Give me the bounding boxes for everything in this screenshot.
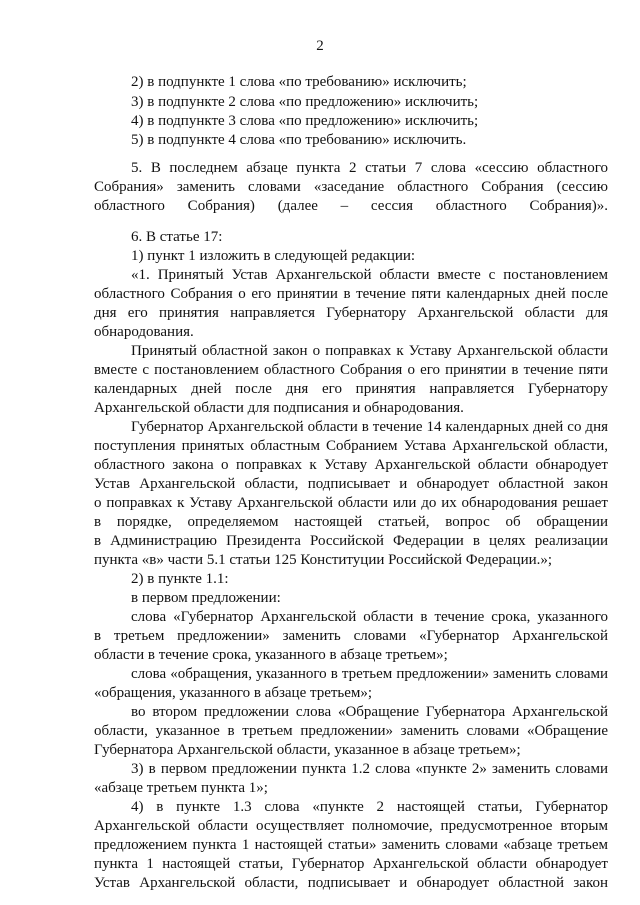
text-line: слова «обращения, указанного в третьем предложении» заменить словами [131, 666, 608, 682]
text-line: 5) в подпункте 4 слова «по требованию» исключить. [131, 132, 467, 148]
text-line: пункта 1 настоящей статьи, Губернатор Архангельской области обнародует [94, 856, 608, 872]
text-line: 3) в первом предложении пункта 1.2 слова «пункте 2» заменить словами [131, 761, 608, 777]
text-line: во втором предложении слова «Обращение Губернатора Архангельской [131, 704, 608, 720]
text-line: 4) в пункте 1.3 слова «пункте 2 настоящей статьи, Губернатор [131, 799, 608, 815]
text-line: поступления принятых областным Собранием Устава Архангельской области, [94, 438, 608, 454]
text-line: «1. Принятый Устав Архангельской области вместе с постановлением [131, 267, 608, 283]
text-line: Устав Архангельской области, подписывает и обнародует областной закон [94, 875, 608, 891]
text-line: Архангельской области осуществляет полномочие, предусмотренное вторым [94, 818, 608, 834]
text-line: 5. В последнем абзаце пункта 2 статьи 7 слова «сессию областного [131, 160, 608, 176]
text-line: дня его принятия направляется Губернатору Архангельской области для [94, 305, 608, 321]
text-line: 1) пункт 1 изложить в следующей редакции: [131, 248, 416, 264]
text-line: областного Собрания о его принятии в течение пяти календарных дней после [94, 286, 608, 302]
text-line: в порядке, определяемом настоящей статьей, вопрос об обращении [94, 514, 608, 530]
text-line: «абзаце третьем пункта 1»; [94, 780, 268, 796]
text-line: «обращения, указанного в абзаце третьем»; [94, 685, 373, 701]
text-line: 6. В статье 17: [131, 229, 223, 245]
text-line: в Администрацию Президента Российской Федерации в целях реализации [94, 533, 608, 549]
text-line: 2) в пункте 1.1: [131, 571, 229, 587]
text-line: 2) в подпункте 1 слова «по требованию» исключить; [131, 74, 467, 90]
text-line: области, указанное в третьем предложении» заменить словами «Обращение [94, 723, 608, 739]
text-line: в первом предложении: [131, 590, 281, 606]
text-line: слова «Губернатор Архангельской области в течение срока, указанного [131, 609, 608, 625]
text-line: областного Собрания) (далее – сессия областного Собрания)». [94, 198, 608, 214]
text-line: области в течение срока, указанного в абзаце третьем»; [94, 647, 448, 663]
text-line: Губернатор Архангельской области в течение 14 календарных дней со дня [131, 419, 608, 435]
text-line: Принятый областной закон о поправках к Уставу Архангельской области [131, 343, 608, 359]
text-line: предложением пункта 1 настоящей статьи» заменить словами «абзаце третьем [94, 837, 608, 853]
text-line: пункта «в» части 5.1 статьи 125 Конституции Российской Федерации.»; [94, 552, 553, 568]
text-line: Собрания» заменить словами «заседание областного Собрания (сессию [94, 179, 608, 195]
text-line: 4) в подпункте 3 слова «по предложению» исключить; [131, 113, 479, 129]
text-line: вместе с постановлением областного Собрания о его принятии в течение пяти [94, 362, 608, 378]
text-line: 3) в подпункте 2 слова «по предложению» исключить; [131, 94, 479, 110]
text-line: Губернатора Архангельской области, указанное в абзаце третьем»; [94, 742, 521, 758]
page-number: 2 [316, 38, 324, 54]
text-line: о поправках к Уставу Архангельской области или до их обнародования решает [94, 495, 608, 511]
text-line: Устав Архангельской области, подписывает и обнародует областной закон [94, 476, 608, 492]
text-line: обнародования. [94, 324, 194, 340]
text-line: областного закона о поправках к Уставу Архангельской области обнародует [94, 457, 608, 473]
text-line: календарных дней после дня его принятия направляется Губернатору [94, 381, 608, 397]
text-line: Архангельской области для подписания и обнародования. [94, 400, 464, 416]
text-line: в третьем предложении» заменить словами «Губернатор Архангельской [94, 628, 608, 644]
